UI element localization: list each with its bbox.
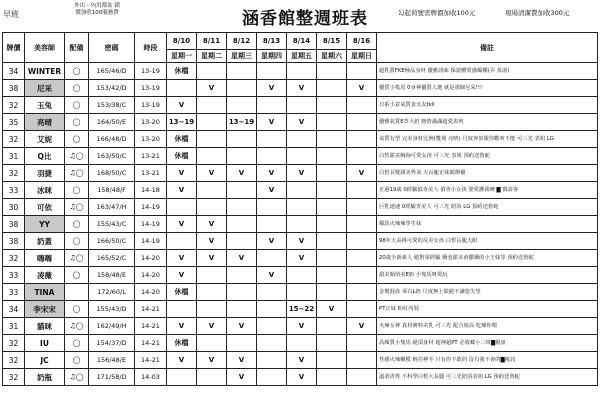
equipment-cell: ◯ bbox=[65, 63, 89, 80]
time-cell: 14-19 bbox=[135, 216, 167, 233]
table-row bbox=[3, 114, 598, 131]
day-cell bbox=[167, 80, 197, 97]
day-cell bbox=[347, 301, 377, 318]
day-cell bbox=[317, 233, 347, 250]
password-cell: 163/47/H bbox=[89, 199, 135, 216]
day-cell: V bbox=[257, 114, 287, 131]
price-cell: 34 bbox=[3, 63, 25, 80]
equipment-cell: ♫◯ bbox=[65, 369, 89, 386]
day-cell bbox=[197, 114, 227, 131]
price-cell: 33 bbox=[3, 182, 25, 199]
day-cell bbox=[197, 369, 227, 386]
equipment-cell: ♫◯ bbox=[65, 165, 89, 182]
note-cell: 優質小隻馬 0身神優質人選 就是那個尼采!!! bbox=[377, 80, 598, 97]
col-header-name: 美容師 bbox=[25, 33, 65, 63]
table-row bbox=[3, 165, 598, 182]
beautician-name: WINTER bbox=[25, 63, 65, 80]
day-cell bbox=[287, 182, 317, 199]
equipment-cell bbox=[65, 284, 89, 301]
day-cell: V bbox=[227, 250, 257, 267]
equipment-cell: ♫◯ bbox=[65, 250, 89, 267]
day-cell: V bbox=[197, 250, 227, 267]
day-date: 8/14 bbox=[287, 33, 317, 50]
table-row bbox=[3, 318, 598, 335]
time-cell: 14-20 bbox=[135, 267, 167, 284]
day-cell bbox=[317, 335, 347, 352]
day-cell bbox=[257, 352, 287, 369]
day-cell bbox=[257, 148, 287, 165]
day-weekday: 星期六 bbox=[317, 50, 347, 63]
day-cell bbox=[317, 352, 347, 369]
day-cell: V bbox=[287, 114, 317, 131]
time-cell: 13-19 bbox=[135, 97, 167, 114]
day-cell bbox=[317, 250, 347, 267]
day-cell: V bbox=[167, 352, 197, 369]
day-cell bbox=[347, 233, 377, 250]
day-cell bbox=[257, 318, 287, 335]
password-cell: 158/48/E bbox=[89, 267, 135, 284]
price-cell: 32 bbox=[3, 369, 25, 386]
equipment-cell: ◯ bbox=[65, 131, 89, 148]
table-row bbox=[3, 182, 598, 199]
time-cell: 14-21 bbox=[135, 352, 167, 369]
time-cell: 13-21 bbox=[135, 148, 167, 165]
day-cell: V bbox=[287, 369, 317, 386]
col-header-equipment: 配備 bbox=[65, 33, 89, 63]
password-cell: 166/50/C bbox=[89, 233, 135, 250]
day-cell bbox=[227, 182, 257, 199]
day-cell bbox=[227, 284, 257, 301]
note-cell: 白皙甜美胸淘可愛女孩 可三光 表姐 預約送魯蛇 bbox=[377, 148, 598, 165]
beautician-name: 亮晴 bbox=[25, 114, 65, 131]
beautician-name: YY bbox=[25, 216, 65, 233]
day-cell bbox=[257, 97, 287, 114]
day-cell: 休檔 bbox=[167, 63, 197, 80]
note-cell: 超乳質FKE極品身材 優雅誘味 保證體愛感爆棚(弄 茶湯) bbox=[377, 63, 598, 80]
day-cell: V bbox=[257, 267, 287, 284]
equipment-cell: ♫◯ bbox=[65, 318, 89, 335]
day-cell bbox=[257, 131, 287, 148]
beautician-name: 嗨嗨 bbox=[25, 250, 65, 267]
time-cell: 14-21 bbox=[135, 335, 167, 352]
day-cell bbox=[287, 216, 317, 233]
day-cell bbox=[257, 301, 287, 318]
day-cell bbox=[197, 267, 227, 284]
time-cell: 14-19 bbox=[135, 199, 167, 216]
beautician-name: 凌薇 bbox=[25, 267, 65, 284]
table-row bbox=[3, 148, 598, 165]
day-cell: V bbox=[167, 97, 197, 114]
time-cell: 13-20 bbox=[135, 131, 167, 148]
day-cell bbox=[347, 284, 377, 301]
password-cell: 163/50/C bbox=[89, 148, 135, 165]
password-cell: 155/43/C bbox=[89, 216, 135, 233]
day-cell bbox=[317, 318, 347, 335]
price-cell: 30 bbox=[3, 199, 25, 216]
password-cell: 153/38/C bbox=[89, 97, 135, 114]
day-cell bbox=[317, 284, 347, 301]
beautician-name: 玉兔 bbox=[25, 97, 65, 114]
beautician-name: 尼采 bbox=[25, 80, 65, 97]
price-cell: 31 bbox=[3, 318, 25, 335]
day-cell bbox=[347, 199, 377, 216]
day-cell: V bbox=[197, 352, 227, 369]
table-body bbox=[3, 63, 598, 386]
price-cell: 32 bbox=[3, 335, 25, 352]
day-cell bbox=[197, 182, 227, 199]
price-cell: 35 bbox=[3, 114, 25, 131]
price-cell: 34 bbox=[3, 301, 25, 318]
day-cell: V bbox=[227, 369, 257, 386]
equipment-cell: ◯ bbox=[65, 301, 89, 318]
time-cell: 13-19 bbox=[135, 80, 167, 97]
price-cell: 32 bbox=[3, 165, 25, 182]
note-cell: 20歲全新素人 絕對零經驗 嬌羞甜美會撒嬌的小王妹等 預約送魯蛇 bbox=[377, 250, 598, 267]
note-cell: 日系小意氣質食女友fell bbox=[377, 97, 598, 114]
day-cell bbox=[227, 216, 257, 233]
price-cell: 32 bbox=[3, 250, 25, 267]
password-cell: 168/50/C bbox=[89, 165, 135, 182]
col-header-password: 密碼 bbox=[89, 33, 135, 63]
day-cell: 休檔 bbox=[167, 335, 197, 352]
day-date: 8/15 bbox=[317, 33, 347, 50]
day-cell bbox=[257, 250, 287, 267]
left-note-line-1: 外出 - 內用都盆 鎖 bbox=[74, 3, 120, 9]
day-cell bbox=[347, 250, 377, 267]
day-cell bbox=[317, 148, 347, 165]
day-cell: 休檔 bbox=[167, 131, 197, 148]
beautician-name: Q比 bbox=[25, 148, 65, 165]
note-cell: 高顏質小隻馬 絕頂身材 超神超PT 必收藏小三班▇視訊 bbox=[377, 335, 598, 352]
time-cell: 14-18 bbox=[135, 182, 167, 199]
day-cell bbox=[317, 216, 347, 233]
time-cell: 14-21 bbox=[135, 301, 167, 318]
equipment-cell: ◯ bbox=[65, 80, 89, 97]
table-row bbox=[3, 284, 598, 301]
equipment-cell: ◯ bbox=[65, 335, 89, 352]
table-row bbox=[3, 267, 598, 284]
table-row bbox=[3, 131, 598, 148]
price-cell: 32 bbox=[3, 97, 25, 114]
equipment-cell: ◯ bbox=[65, 182, 89, 199]
beautician-name: 奶瓶 bbox=[25, 369, 65, 386]
equipment-cell: ◯ bbox=[65, 267, 89, 284]
day-cell: V bbox=[257, 233, 287, 250]
note-cell: 正港19歲 0經驗偵查美人 偵查小女孩 要愛護我唷 ▇ 徵壽客 bbox=[377, 182, 598, 199]
day-cell bbox=[257, 63, 287, 80]
beautician-name: TINA bbox=[25, 284, 65, 301]
day-cell: V bbox=[227, 165, 257, 182]
time-cell: 13-20 bbox=[135, 114, 167, 131]
day-cell: V bbox=[287, 352, 317, 369]
note-cell: 金髮混血 零白L奶 尺度無上限絕不讓您失望 bbox=[377, 284, 598, 301]
day-cell bbox=[347, 216, 377, 233]
day-cell bbox=[287, 284, 317, 301]
beautician-name: JC bbox=[25, 352, 65, 369]
beautician-name: 羽捷 bbox=[25, 165, 65, 182]
table-row bbox=[3, 97, 598, 114]
password-cell: 171/58/D bbox=[89, 369, 135, 386]
day-cell: V bbox=[347, 165, 377, 182]
price-cell: 31 bbox=[3, 148, 25, 165]
day-cell bbox=[227, 131, 257, 148]
day-cell bbox=[347, 182, 377, 199]
day-cell bbox=[167, 233, 197, 250]
day-cell: V bbox=[197, 233, 227, 250]
day-cell bbox=[227, 335, 257, 352]
left-note bbox=[52, 3, 142, 17]
day-cell bbox=[197, 335, 227, 352]
day-cell: V bbox=[167, 250, 197, 267]
day-cell bbox=[287, 267, 317, 284]
price-cell: 38 bbox=[3, 216, 25, 233]
day-cell bbox=[257, 216, 287, 233]
day-cell bbox=[197, 97, 227, 114]
table-row bbox=[3, 216, 598, 233]
table-row bbox=[3, 250, 598, 267]
day-cell bbox=[227, 63, 257, 80]
day-cell bbox=[227, 267, 257, 284]
equipment-cell: ◯ bbox=[65, 233, 89, 250]
day-cell bbox=[287, 335, 317, 352]
time-cell: 14-20 bbox=[135, 250, 167, 267]
page-title: 涵香館整週班表 bbox=[242, 9, 368, 29]
day-cell bbox=[287, 63, 317, 80]
day-cell bbox=[197, 284, 227, 301]
shift-label: 早班 bbox=[3, 10, 19, 19]
note-cell: 甜美顏值美E奶 小隻馬呀愛玩 bbox=[377, 267, 598, 284]
time-cell: 14-21 bbox=[135, 318, 167, 335]
table-row bbox=[3, 301, 598, 318]
day-cell bbox=[347, 97, 377, 114]
day-cell bbox=[287, 148, 317, 165]
beautician-name: 李宋宋 bbox=[25, 301, 65, 318]
equipment-cell: ◯ bbox=[65, 114, 89, 131]
note-cell: 巨乳速速 0經驗青美人 可三光 陪浴 LG 預約送魯蛇 bbox=[377, 199, 598, 216]
table-row bbox=[3, 80, 598, 97]
day-cell bbox=[197, 148, 227, 165]
day-cell bbox=[227, 80, 257, 97]
table-row bbox=[3, 63, 598, 80]
day-cell bbox=[257, 335, 287, 352]
day-cell: V bbox=[197, 165, 227, 182]
day-cell bbox=[167, 369, 197, 386]
day-cell bbox=[317, 182, 347, 199]
table-row bbox=[3, 335, 598, 352]
day-cell bbox=[317, 199, 347, 216]
note-cell: 氣質有型 完美身材比例(雙飛 亮晴) 尺度奔放服你歡爽不能 可三光 表姐 LG bbox=[377, 131, 598, 148]
equipment-cell: ♫◯ bbox=[65, 199, 89, 216]
day-cell bbox=[227, 199, 257, 216]
day-cell: V bbox=[167, 216, 197, 233]
col-header-num: 牌價 bbox=[3, 33, 25, 63]
day-weekday: 星期二 bbox=[197, 50, 227, 63]
day-cell bbox=[197, 131, 227, 148]
day-cell: V bbox=[167, 182, 197, 199]
sheet-header bbox=[0, 0, 600, 30]
day-cell bbox=[317, 97, 347, 114]
day-cell: V bbox=[257, 182, 287, 199]
right-note-1: 勾起荷號需牌價加收100元 bbox=[398, 9, 476, 17]
password-cell: 165/46/D bbox=[89, 63, 135, 80]
day-cell bbox=[257, 284, 287, 301]
header-row-dates bbox=[3, 33, 598, 50]
day-cell bbox=[227, 233, 257, 250]
day-weekday: 星期一 bbox=[167, 50, 197, 63]
equipment-cell: ◯ bbox=[65, 97, 89, 114]
price-cell: 38 bbox=[3, 80, 25, 97]
table-row bbox=[3, 369, 598, 386]
left-note-line-2: 價加收100服務費 bbox=[75, 10, 119, 16]
time-cell: 13-19 bbox=[135, 63, 167, 80]
day-cell bbox=[197, 199, 227, 216]
password-cell: 162/49/H bbox=[89, 318, 135, 335]
day-cell: V bbox=[197, 318, 227, 335]
time-cell: 14-20 bbox=[135, 284, 167, 301]
col-header-time: 時段 bbox=[135, 33, 167, 63]
price-cell: 33 bbox=[3, 284, 25, 301]
day-cell bbox=[257, 199, 287, 216]
day-cell: 休檔 bbox=[167, 148, 197, 165]
day-cell: V bbox=[167, 318, 197, 335]
day-cell bbox=[227, 97, 257, 114]
password-cell: 164/50/E bbox=[89, 114, 135, 131]
day-cell bbox=[347, 131, 377, 148]
day-cell: V bbox=[257, 165, 287, 182]
beautician-name: 貓咪 bbox=[25, 318, 65, 335]
day-cell: V bbox=[227, 318, 257, 335]
password-cell: 172/60/L bbox=[89, 284, 135, 301]
day-cell bbox=[347, 352, 377, 369]
day-cell: 休檔 bbox=[167, 284, 197, 301]
note-cell: 優雅氣質E罩大奶 熱情滿滿超愛表列 bbox=[377, 114, 598, 131]
day-cell: V bbox=[227, 352, 257, 369]
day-weekday: 星期四 bbox=[257, 50, 287, 63]
day-cell: V bbox=[287, 233, 317, 250]
equipment-cell: ◯ bbox=[65, 216, 89, 233]
day-cell: V bbox=[347, 318, 377, 335]
col-header-note: 備註 bbox=[377, 33, 598, 63]
day-cell: V bbox=[287, 165, 317, 182]
day-date: 8/11 bbox=[197, 33, 227, 50]
day-cell bbox=[317, 131, 347, 148]
day-date: 8/12 bbox=[227, 33, 257, 50]
day-date: 8/13 bbox=[257, 33, 287, 50]
equipment-cell: ♫◯ bbox=[65, 148, 89, 165]
day-cell: V bbox=[197, 216, 227, 233]
note-cell: 性感火辣嫩模 輕功神手 只有你不敢的 沒有我不會的▇視訊 bbox=[377, 352, 598, 369]
right-note-2: 現場清潔費加收300元 bbox=[505, 9, 570, 17]
day-weekday: 星期日 bbox=[347, 50, 377, 63]
day-cell bbox=[167, 301, 197, 318]
day-cell bbox=[197, 301, 227, 318]
note-cell: 溫柔清秀 不科學白皙大長腿 可三光陪浴表姐 LG 預約送魯蛇 bbox=[377, 369, 598, 386]
day-cell bbox=[317, 114, 347, 131]
day-cell: V bbox=[287, 80, 317, 97]
day-cell bbox=[347, 148, 377, 165]
day-cell bbox=[347, 267, 377, 284]
note-cell: 白皙長髮甜美秀氣 大長腿正妹顏撩優 bbox=[377, 165, 598, 182]
day-cell: V bbox=[287, 250, 317, 267]
table-row bbox=[3, 352, 598, 369]
table-header bbox=[3, 33, 598, 63]
day-cell bbox=[287, 199, 317, 216]
day-cell: 13~19 bbox=[167, 114, 197, 131]
schedule-table bbox=[2, 32, 598, 386]
password-cell: 158/48/F bbox=[89, 182, 135, 199]
time-cell: 14-19 bbox=[135, 233, 167, 250]
day-cell: 13~19 bbox=[227, 114, 257, 131]
day-weekday: 星期三 bbox=[227, 50, 257, 63]
day-cell: V bbox=[197, 80, 227, 97]
day-cell: V bbox=[257, 80, 287, 97]
password-cell: 155/43/D bbox=[89, 301, 135, 318]
beautician-name: IU bbox=[25, 335, 65, 352]
note-cell: PT正妹 粉紅內裝 bbox=[377, 301, 598, 318]
day-cell bbox=[347, 335, 377, 352]
day-cell bbox=[197, 63, 227, 80]
beautician-name: 可依 bbox=[25, 199, 65, 216]
day-cell: V bbox=[167, 165, 197, 182]
day-cell bbox=[317, 80, 347, 97]
password-cell: 166/48/D bbox=[89, 131, 135, 148]
day-cell bbox=[347, 369, 377, 386]
time-cell: 13-21 bbox=[135, 165, 167, 182]
day-cell: 15~22 bbox=[287, 301, 317, 318]
beautician-name: 艾妮 bbox=[25, 131, 65, 148]
day-cell bbox=[317, 267, 347, 284]
time-cell: 14-03 bbox=[135, 369, 167, 386]
day-cell bbox=[167, 199, 197, 216]
day-cell bbox=[227, 148, 257, 165]
day-cell bbox=[227, 301, 257, 318]
equipment-cell: ◯ bbox=[65, 352, 89, 369]
note-cell: 火辣女神 真材實料美乳 可三光 配合度高 吃辣你喂 bbox=[377, 318, 598, 335]
note-cell: 98年大高挑可愛的反差女孩 白皙長腿大眼 bbox=[377, 233, 598, 250]
day-cell bbox=[287, 131, 317, 148]
day-date: 8/16 bbox=[347, 33, 377, 50]
day-cell bbox=[317, 165, 347, 182]
day-weekday: 星期五 bbox=[287, 50, 317, 63]
day-cell: V bbox=[287, 318, 317, 335]
day-cell bbox=[317, 369, 347, 386]
password-cell: 165/52/C bbox=[89, 250, 135, 267]
note-cell: 爆款火辣辣學生妹 bbox=[377, 216, 598, 233]
day-cell bbox=[257, 369, 287, 386]
day-date: 8/10 bbox=[167, 33, 197, 50]
price-cell: 32 bbox=[3, 352, 25, 369]
password-cell: 154/37/D bbox=[89, 335, 135, 352]
beautician-name: 冰咪 bbox=[25, 182, 65, 199]
day-cell: V bbox=[317, 301, 347, 318]
beautician-name: 奶蓋 bbox=[25, 233, 65, 250]
day-cell bbox=[287, 97, 317, 114]
password-cell: 153/42/D bbox=[89, 80, 135, 97]
day-cell bbox=[347, 114, 377, 131]
day-cell bbox=[347, 63, 377, 80]
table-row bbox=[3, 233, 598, 250]
price-cell: 38 bbox=[3, 233, 25, 250]
price-cell: 33 bbox=[3, 267, 25, 284]
day-cell: V bbox=[347, 80, 377, 97]
table-row bbox=[3, 199, 598, 216]
password-cell: 156/48/E bbox=[89, 352, 135, 369]
price-cell: 32 bbox=[3, 131, 25, 148]
day-cell bbox=[317, 63, 347, 80]
day-cell: V bbox=[167, 267, 197, 284]
